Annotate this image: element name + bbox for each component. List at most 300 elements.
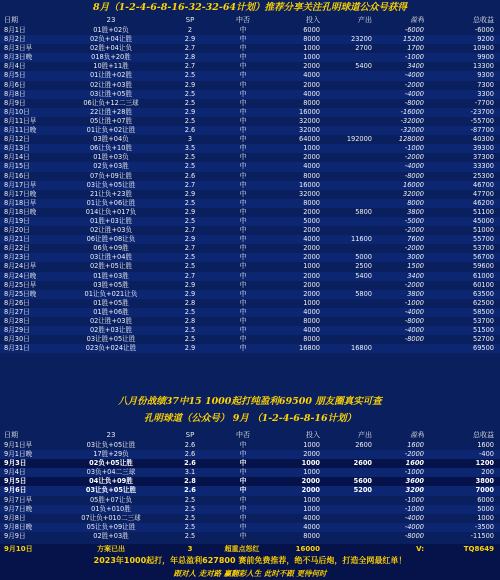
footer-profit: V:	[416, 545, 424, 553]
august-table	[0, 26, 500, 353]
cell-match: 03让胜+04胜	[89, 253, 133, 262]
cell-total: 62500	[473, 298, 494, 307]
table-row	[0, 523, 500, 532]
cell-result: 中	[239, 216, 247, 225]
cell-date: 8月3日早	[4, 44, 33, 53]
cell-total: 10900	[473, 44, 494, 53]
cell-date: 8月25日晚	[4, 289, 37, 298]
cell-profit: 1600	[407, 441, 424, 449]
cell-payout	[322, 523, 372, 532]
table-row	[0, 190, 500, 199]
cell-profit: 15200	[403, 35, 424, 44]
cell-total: 7300	[477, 80, 494, 89]
cell-stake: 8000	[303, 98, 320, 107]
cell-match: 01负+010胜	[91, 504, 131, 513]
cell-payout	[322, 532, 372, 541]
cell-match: 02让胜+03胜	[89, 317, 133, 325]
cell-sp: 2.8	[184, 298, 196, 307]
cell-result: 中	[239, 62, 247, 71]
cell-profit: 16000	[403, 180, 424, 189]
table-row	[0, 135, 500, 144]
cell-stake: 32000	[299, 116, 320, 125]
cell-result: 中	[239, 98, 247, 107]
cell-payout: 5400	[355, 62, 372, 71]
cell-result: 中	[239, 441, 247, 449]
cell-payout	[322, 217, 372, 226]
cell-payout	[322, 144, 372, 153]
header-stake: 投入	[306, 16, 320, 24]
cell-payout	[322, 244, 372, 253]
cell-date: 8月1日	[4, 26, 26, 34]
cell-sp: 2.5	[184, 89, 196, 98]
cell-result: 中	[239, 504, 247, 513]
cell-date: 8月10日	[4, 107, 30, 116]
cell-sp: 2.5	[184, 198, 196, 207]
cell-result: 中	[239, 35, 247, 44]
cell-match: 01胜+03负	[93, 153, 129, 162]
cell-result: 中	[239, 135, 247, 144]
cell-payout	[322, 99, 372, 108]
cell-profit: -16000	[400, 107, 424, 116]
cell-sp: 2.5	[184, 531, 196, 540]
header-stake: 投入	[306, 431, 320, 439]
cell-profit: 8000	[407, 198, 424, 207]
cell-profit: -1000	[404, 504, 424, 513]
cell-total: 1200	[475, 459, 494, 468]
cell-stake: 2000	[303, 80, 320, 89]
table-row	[0, 299, 500, 308]
cell-result: 中	[239, 189, 247, 198]
cell-match: 06让负+10胜	[89, 144, 133, 153]
cell-total: 55700	[473, 235, 494, 244]
cell-payout	[322, 71, 372, 80]
cell-date: 8月16日	[4, 171, 30, 180]
cell-result: 中	[239, 271, 247, 280]
header-profit: 盈利	[410, 16, 424, 24]
cell-stake: 4000	[303, 513, 320, 522]
cell-date: 8月20日	[4, 226, 30, 235]
cell-result: 中	[239, 459, 247, 468]
cell-result: 中	[239, 226, 247, 235]
cell-profit: -2000	[404, 280, 424, 289]
cell-date: 9月3日	[4, 459, 27, 468]
cell-total: 6000	[477, 495, 494, 504]
cell-total: -7700	[474, 98, 494, 107]
cell-stake: 1000	[303, 262, 320, 271]
cell-payout	[322, 117, 372, 126]
cell-date: 8月31日	[4, 344, 30, 353]
cell-total: 47700	[473, 189, 494, 198]
cell-stake: 8000	[303, 171, 320, 180]
cell-total: 3300	[477, 89, 494, 98]
cell-total: 51500	[473, 326, 494, 335]
cell-sp: 2	[187, 26, 193, 34]
cell-payout: 2500	[355, 262, 372, 271]
cell-result: 中	[239, 107, 247, 116]
cell-date: 8月4日	[4, 62, 26, 71]
table-row	[0, 486, 500, 495]
cell-sp: 2.5	[184, 71, 196, 80]
cell-payout: 5600	[353, 477, 372, 486]
cell-stake: 1000	[303, 44, 320, 53]
table-row	[0, 35, 500, 44]
cell-total: -3500	[474, 522, 494, 531]
cell-payout: 2600	[353, 459, 372, 468]
cell-match: 01胜+02负	[93, 26, 129, 34]
cell-sp: 2.9	[184, 189, 196, 198]
cell-result: 中	[239, 126, 247, 135]
cell-sp: 2.9	[184, 35, 196, 44]
table-row	[0, 505, 500, 514]
table-row	[0, 71, 500, 80]
cell-total: 1600	[477, 441, 494, 449]
cell-stake: 2000	[303, 271, 320, 280]
cell-stake: 2000	[303, 207, 320, 216]
cell-total: 25300	[473, 171, 494, 180]
header-result: 中否	[236, 16, 250, 24]
cell-sp: 2.5	[184, 326, 196, 335]
cell-sp: 2.5	[184, 262, 196, 271]
table-row	[0, 153, 500, 162]
cell-profit: -1000	[404, 298, 424, 307]
cell-profit: -4000	[404, 522, 424, 531]
table-row	[0, 290, 500, 299]
cell-sp: 2.9	[184, 107, 196, 116]
cell-result: 中	[239, 207, 247, 216]
cell-payout	[322, 126, 372, 135]
header-payout: 产出	[358, 16, 372, 24]
cell-payout: 192000	[346, 135, 372, 144]
cell-date: 8月12日	[4, 135, 30, 144]
cell-payout	[322, 281, 372, 290]
cell-match: 17胜+29负	[93, 450, 129, 459]
cell-match: 01胜+03胜	[93, 271, 129, 280]
cell-total: 9300	[477, 71, 494, 80]
table-row	[0, 272, 500, 281]
cell-stake: 2000	[303, 280, 320, 289]
cell-profit: 1700	[407, 44, 424, 53]
cell-payout	[322, 172, 372, 181]
table-row	[0, 144, 500, 153]
cell-profit: -4000	[404, 307, 424, 316]
september-header-row	[0, 430, 500, 441]
cell-match: 03胜+05胜	[93, 280, 129, 289]
cell-profit: -8000	[404, 317, 424, 325]
table-row	[0, 253, 500, 262]
cell-total: 53700	[473, 317, 494, 325]
table-row	[0, 496, 500, 505]
cell-sp: 2.5	[184, 162, 196, 171]
cell-total: -400	[479, 450, 494, 459]
cell-match: 02让胜+03负	[89, 226, 133, 235]
cell-sp: 2.6	[184, 486, 196, 495]
cell-profit: 1600	[405, 459, 424, 468]
cell-match: 05让负+09让胜	[86, 522, 136, 531]
cell-total: 69500	[473, 344, 494, 353]
cell-profit: -4000	[404, 162, 424, 171]
table-row	[0, 344, 500, 353]
table-row	[0, 126, 500, 135]
cell-stake: 2000	[301, 486, 320, 495]
cell-date: 8月2日	[4, 35, 26, 44]
cell-sp: 2.9	[184, 207, 196, 216]
cell-match: 07负+09让胜	[89, 171, 133, 180]
cell-stake: 4000	[303, 235, 320, 244]
cell-profit: 1500	[407, 262, 424, 271]
cell-date: 8月15日	[4, 162, 30, 171]
cell-match: 03让胜+05胜	[89, 89, 133, 98]
cell-profit: -1000	[404, 53, 424, 62]
cell-sp: 3.5	[184, 144, 196, 153]
footer-date: 9月10日	[4, 545, 33, 553]
cell-payout	[322, 190, 372, 199]
cell-profit: -4000	[404, 89, 424, 98]
table-row	[0, 468, 500, 477]
cell-profit: -8000	[404, 171, 424, 180]
cell-profit: 7600	[407, 235, 424, 244]
cell-total: 33300	[473, 162, 494, 171]
cell-match: 023负+024让胜	[85, 344, 137, 353]
cell-profit: 32000	[403, 189, 424, 198]
table-row	[0, 326, 500, 335]
cell-sp: 2.5	[184, 504, 196, 513]
cell-sp: 2.6	[184, 459, 196, 468]
cell-sp: 2.9	[184, 235, 196, 244]
cell-profit: -1000	[404, 495, 424, 504]
cell-stake: 32000	[299, 189, 320, 198]
table-row	[0, 459, 500, 468]
cell-sp: 2.5	[184, 307, 196, 316]
table-row	[0, 335, 500, 344]
cell-total: 63500	[473, 289, 494, 298]
cell-date: 8月8日	[4, 89, 26, 98]
cell-payout: 5200	[353, 486, 372, 495]
cell-date: 8月28日	[4, 317, 30, 325]
cell-sp: 2.6	[184, 441, 196, 449]
cell-total: 45000	[473, 216, 494, 225]
table-row	[0, 235, 500, 244]
table-row	[0, 317, 500, 326]
cell-payout	[322, 450, 372, 459]
header-profit: 盈利	[410, 431, 424, 439]
header-sp: SP	[185, 16, 195, 24]
cell-total: 53700	[473, 244, 494, 253]
footer-row	[0, 544, 500, 555]
cell-payout: 2600	[355, 441, 372, 449]
cell-date: 8月23日	[4, 253, 30, 262]
september-table	[0, 441, 500, 541]
cell-stake: 1000	[303, 495, 320, 504]
cell-match: 05胜+07让负	[89, 495, 133, 504]
cell-sp: 3	[187, 135, 193, 144]
cell-stake: 4000	[303, 89, 320, 98]
cell-stake: 4000	[303, 71, 320, 80]
cell-result: 中	[239, 198, 247, 207]
cell-result: 中	[239, 53, 247, 62]
top-banner: 8月（1-2-4-6-8-16-32-32-64计划）推荐分享关注孔明球道公众号获得	[92, 2, 408, 13]
table-row	[0, 477, 500, 486]
cell-result: 中	[239, 162, 247, 171]
cell-date: 8月22日	[4, 244, 30, 253]
cell-sp: 2.8	[184, 317, 196, 325]
cell-sp: 2.7	[184, 44, 196, 53]
cell-stake: 8000	[303, 335, 320, 344]
cell-total: 39300	[473, 144, 494, 153]
cell-match: 02让胜+03胜	[89, 80, 133, 89]
cell-stake: 2000	[303, 62, 320, 71]
cell-match: 01让负+021让负	[84, 289, 138, 298]
cell-total: -55700	[470, 116, 494, 125]
cell-date: 8月24日早	[4, 262, 37, 271]
cell-result: 中	[239, 513, 247, 522]
cell-profit: -8000	[404, 98, 424, 107]
cell-sp: 2.9	[184, 289, 196, 298]
cell-total: -87700	[470, 126, 494, 135]
cell-sp: 2.5	[184, 116, 196, 125]
cell-payout	[322, 308, 372, 317]
cell-payout	[322, 505, 372, 514]
cell-result: 中	[239, 262, 247, 271]
cell-sp: 2.5	[184, 495, 196, 504]
cell-date: 8月18日早	[4, 198, 37, 207]
cell-stake: 4000	[303, 162, 320, 171]
cell-result: 中	[239, 522, 247, 531]
cell-result: 中	[239, 495, 247, 504]
cell-result: 中	[239, 235, 247, 244]
cell-payout	[322, 90, 372, 99]
table-row	[0, 450, 500, 459]
cell-payout	[322, 317, 372, 326]
cell-result: 中	[239, 89, 247, 98]
cell-date: 9月5日	[4, 477, 27, 486]
cell-payout: 5000	[355, 253, 372, 262]
footer-result: 超重点怒红	[224, 545, 260, 553]
cell-match: 06负+09胜	[93, 244, 129, 253]
cell-stake: 1000	[303, 53, 320, 62]
cell-result: 中	[239, 153, 247, 162]
table-row	[0, 108, 500, 117]
cell-payout	[322, 468, 372, 477]
cell-stake: 16800	[299, 344, 320, 353]
cell-stake: 1000	[301, 459, 320, 468]
table-row	[0, 281, 500, 290]
cell-match: 21让负+23胜	[89, 189, 133, 198]
table-row	[0, 226, 500, 235]
mid-banner-2: 孔明球道（公众号） 9月 （1-2-4-6-8-16计划）	[143, 413, 357, 424]
cell-stake: 2000	[303, 253, 320, 262]
header-payout: 产出	[358, 431, 372, 439]
cell-stake: 8000	[303, 531, 320, 540]
cell-sp: 2.5	[184, 98, 196, 107]
cell-stake: 1000	[303, 298, 320, 307]
cell-result: 中	[239, 80, 247, 89]
cell-profit: -5000	[404, 216, 424, 225]
cell-profit: 3400	[407, 271, 424, 280]
cell-total: 200	[481, 468, 494, 477]
cell-result: 中	[239, 298, 247, 307]
cell-match: 01胜+06胜	[93, 307, 129, 316]
cell-match: 03让负+05让胜	[86, 180, 136, 189]
cell-stake: 1000	[303, 441, 320, 449]
footer-slogan: 2023年1000起打，年总盈利627800 赛前免费推荐，绝不马后炮，打造全网最红单！	[0, 555, 500, 567]
cell-date: 8月13日	[4, 144, 30, 153]
cell-date: 8月29日	[4, 326, 30, 335]
cell-profit: -2000	[404, 153, 424, 162]
cell-result: 中	[239, 335, 247, 344]
table-row	[0, 53, 500, 62]
cell-total: 9900	[477, 53, 494, 62]
cell-date: 8月27日	[4, 307, 30, 316]
cell-date: 8月6日	[4, 80, 26, 89]
cell-total: 7000	[475, 486, 494, 495]
cell-sp: 2.9	[184, 80, 196, 89]
cell-match: 01胜+05胜	[93, 298, 129, 307]
cell-profit: -2000	[404, 244, 424, 253]
cell-stake: 1000	[303, 504, 320, 513]
cell-stake: 32000	[299, 126, 320, 135]
cell-date: 9月7日晚	[4, 504, 33, 513]
cell-date: 8月17日晚	[4, 189, 37, 198]
cell-profit: -1000	[404, 144, 424, 153]
cell-sp: 2.5	[184, 153, 196, 162]
cell-profit: 3400	[407, 62, 424, 71]
cell-profit: 3200	[405, 486, 424, 495]
cell-result: 中	[239, 477, 247, 486]
header-match: 23	[106, 431, 116, 439]
cell-date: 8月17日早	[4, 180, 37, 189]
cell-match: 02胜+04让负	[89, 44, 133, 53]
cell-sp: 2.8	[184, 53, 196, 62]
cell-total: 51100	[473, 207, 494, 216]
cell-payout: 23200	[351, 35, 372, 44]
cell-sp: 2.8	[184, 477, 196, 486]
cell-result: 中	[239, 116, 247, 125]
cell-match: 014让负+017负	[85, 207, 137, 216]
header-sp: SP	[185, 431, 195, 439]
cell-total: 9200	[477, 35, 494, 44]
footer-sp: 3	[187, 545, 193, 553]
cell-payout: 5800	[355, 289, 372, 298]
table-row	[0, 99, 500, 108]
cell-stake: 2000	[303, 226, 320, 235]
cell-total: 58500	[473, 307, 494, 316]
cell-stake: 1000	[303, 144, 320, 153]
cell-sp: 2.9	[184, 344, 196, 353]
cell-result: 中	[239, 26, 247, 34]
cell-match: 01让负+06让胜	[86, 198, 136, 207]
cell-sp: 2.7	[184, 180, 196, 189]
cell-sp: 2.9	[184, 280, 196, 289]
cell-date: 9月4日	[4, 468, 26, 477]
cell-payout: 11600	[351, 235, 372, 244]
table-row	[0, 532, 500, 541]
cell-date: 9月1日早	[4, 441, 33, 449]
cell-date: 8月26日	[4, 298, 30, 307]
cell-payout: 2700	[355, 44, 372, 53]
cell-payout	[322, 496, 372, 505]
header-total: 总收益	[473, 16, 494, 24]
cell-stake: 8000	[303, 198, 320, 207]
cell-date: 9月8日	[4, 513, 26, 522]
table-row	[0, 244, 500, 253]
cell-sp: 2.5	[184, 513, 196, 522]
table-row	[0, 62, 500, 71]
cell-profit: -4000	[404, 513, 424, 522]
cell-total: 52700	[473, 335, 494, 344]
cell-date: 8月25日早	[4, 280, 37, 289]
cell-date: 8月9日	[4, 98, 26, 107]
cell-total: 1000	[477, 513, 494, 522]
